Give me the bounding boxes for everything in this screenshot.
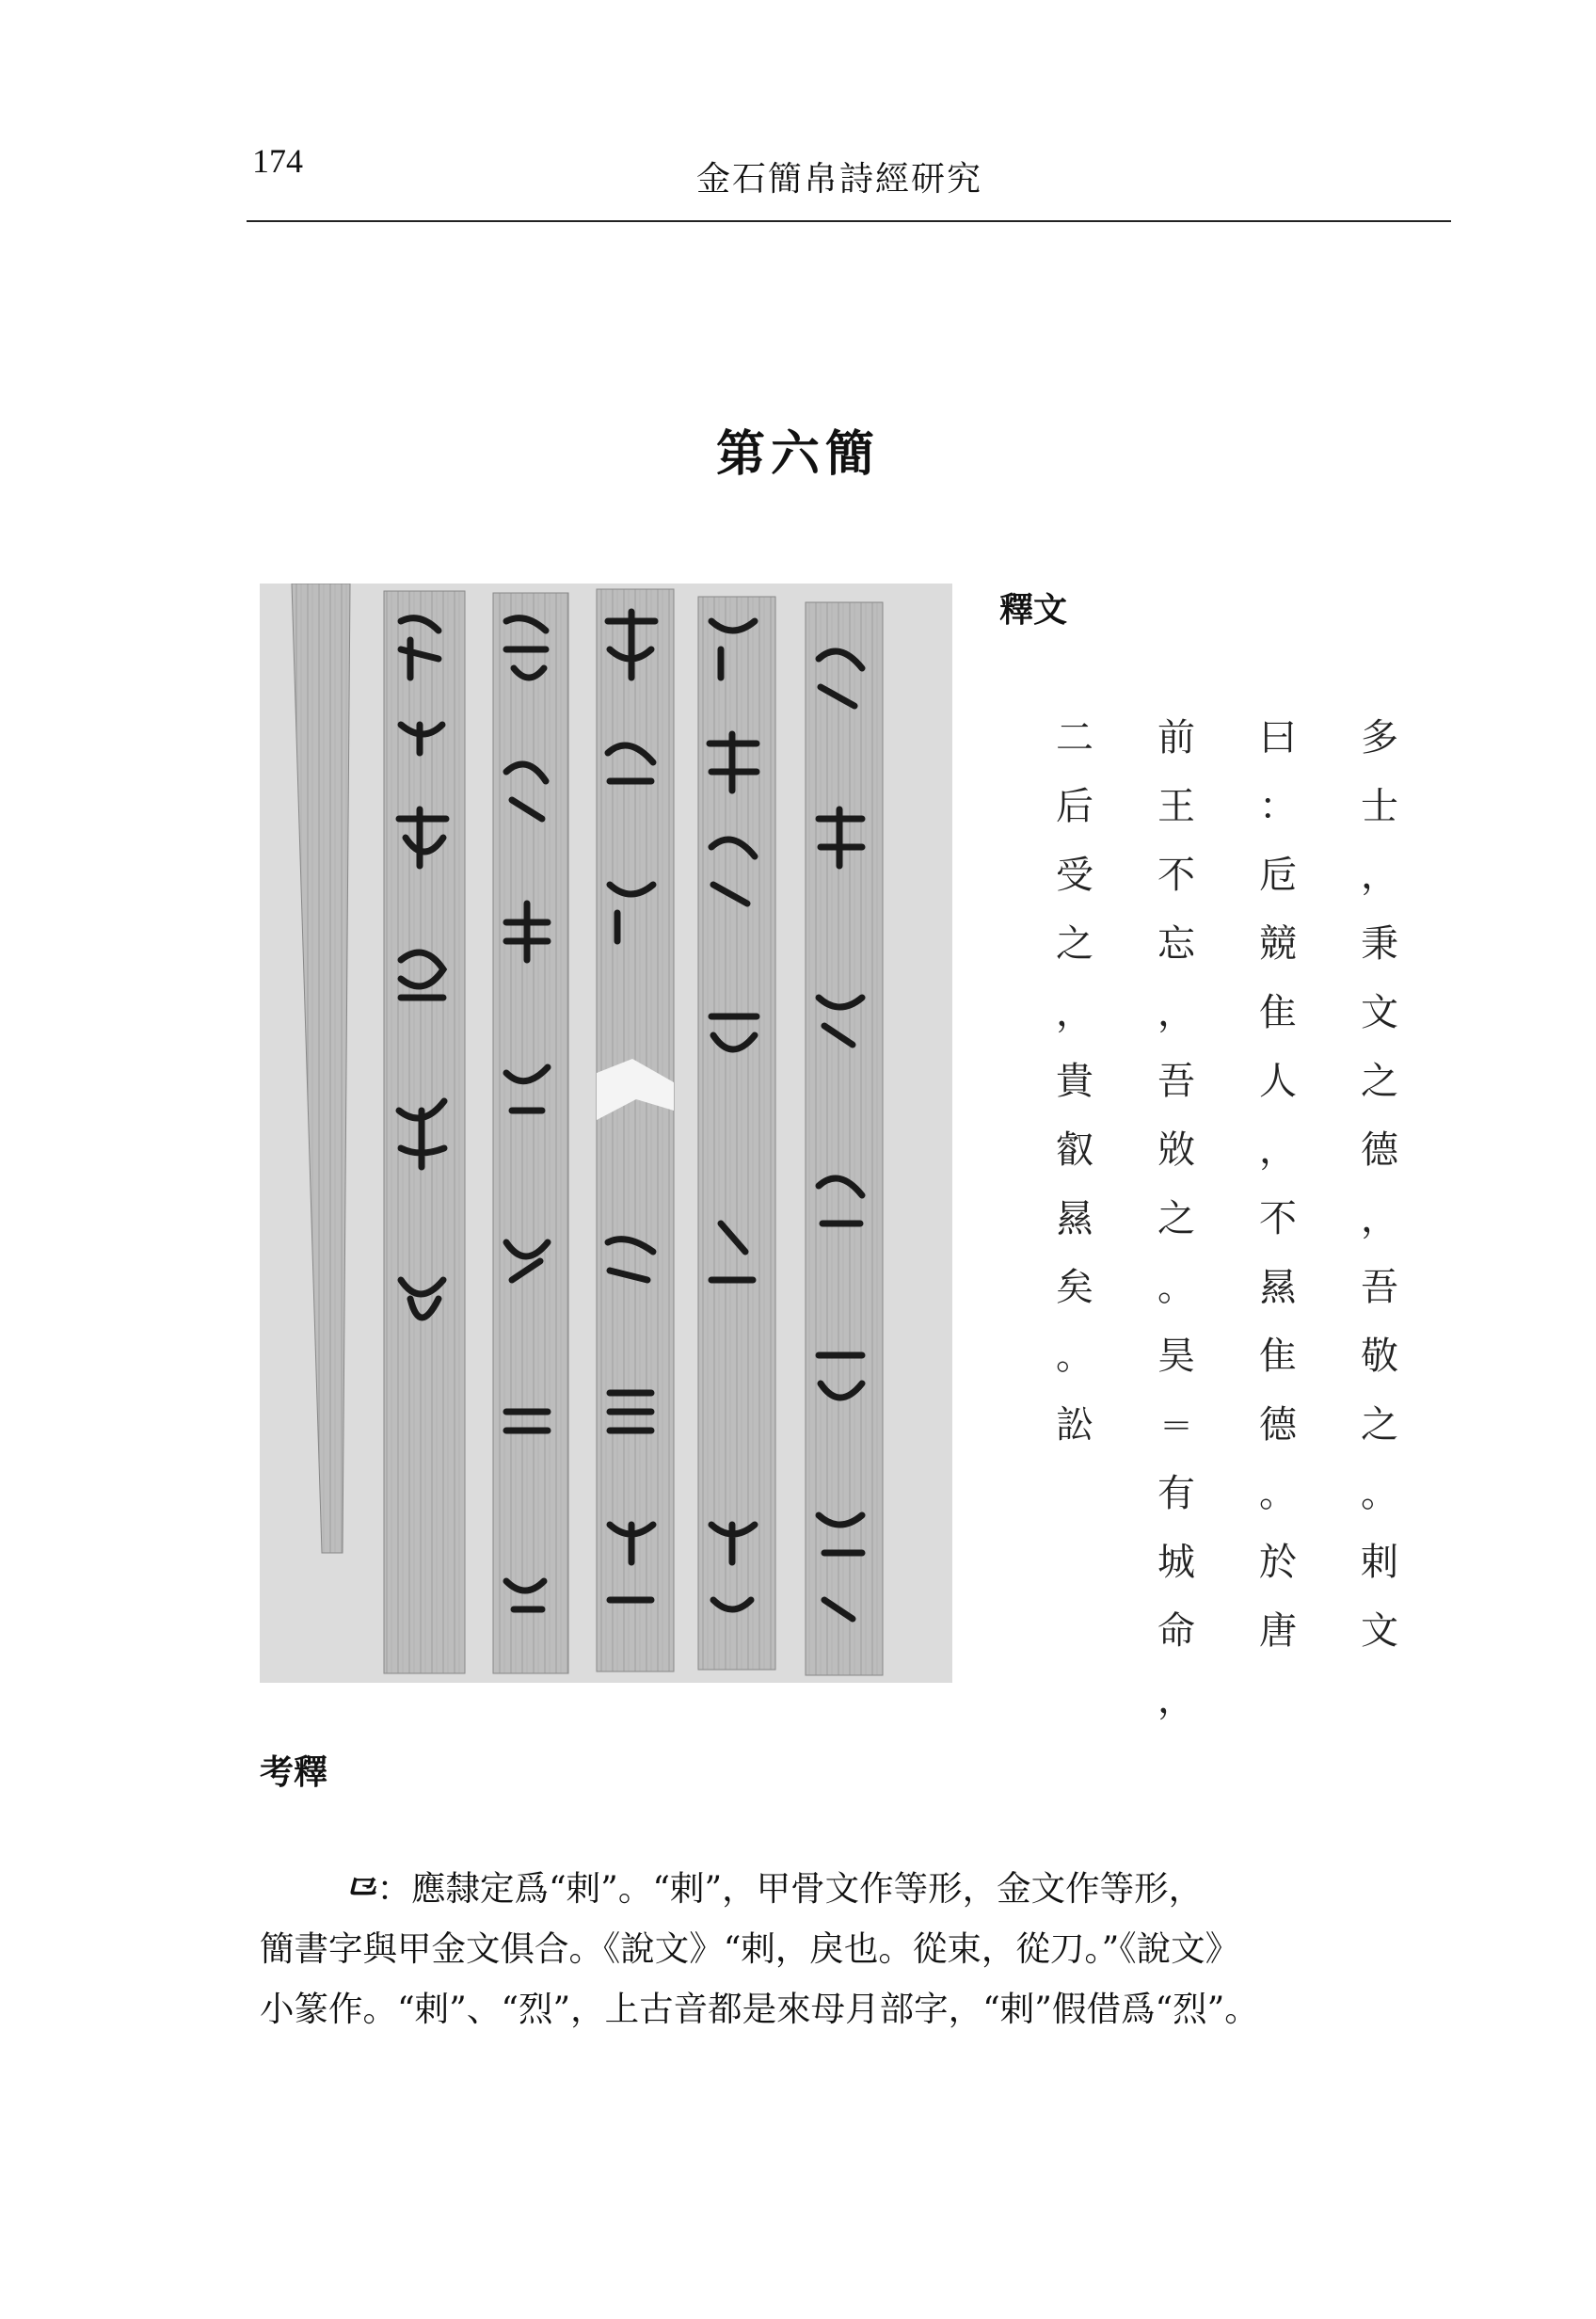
transcription-char: 人: [1259, 1060, 1297, 1103]
commentary-line-2: 簡書字與甲金文俱合。《說文》“剌，戾也。從束，從刀。”《說文》: [260, 1928, 1240, 1969]
transcription-char: 王: [1157, 785, 1195, 828]
transcription-char: 隹: [1259, 991, 1297, 1034]
transcription-char: 卮: [1259, 854, 1297, 897]
transcription-char: 之: [1157, 1197, 1195, 1240]
commentary-line-1: ⺋：應隸定爲“剌”。“剌”，甲骨文作等形，金文作等形，: [343, 1868, 1204, 1909]
transcription-char: 之: [1056, 922, 1093, 966]
transcription-char: 忘: [1157, 922, 1195, 966]
transcription-char: 隹: [1259, 1335, 1297, 1378]
transcription-char: 之: [1361, 1403, 1398, 1447]
transcription-char: 有: [1157, 1472, 1195, 1515]
bamboo-slip-photo: [260, 584, 952, 1683]
transcription-char: 矣: [1056, 1266, 1093, 1309]
header-rule: [247, 220, 1451, 222]
transcription-char: 多: [1361, 716, 1398, 760]
commentary-label: 考釋: [260, 1753, 328, 1792]
transcription-char: 文: [1361, 991, 1398, 1034]
transcription-char: 德: [1259, 1403, 1297, 1447]
transcription-char: 秉: [1361, 922, 1398, 966]
transcription-char: ，: [1361, 854, 1398, 897]
transcription-char: 德: [1361, 1128, 1398, 1172]
transcription-char: 。: [1259, 1472, 1297, 1515]
transcription-char: 之: [1361, 1060, 1398, 1103]
transcription-char: 於: [1259, 1541, 1297, 1584]
transcription-char: 㬎: [1056, 1197, 1093, 1240]
transcription-column-1: [1353, 704, 1406, 1666]
transcription-char: 剌: [1361, 1541, 1398, 1584]
transcription-column-3: [1150, 704, 1203, 1735]
transcription-char: 命: [1157, 1609, 1195, 1653]
transcription-char: 昊: [1157, 1335, 1195, 1378]
transcription-char: 叡: [1056, 1128, 1093, 1172]
transcription-char: 敚: [1157, 1128, 1195, 1172]
running-title: 金石簡帛詩經研究: [696, 160, 983, 199]
transcription-char: ，: [1259, 1128, 1297, 1172]
transcription-char: 唐: [1259, 1609, 1297, 1653]
transcription-char: 后: [1056, 785, 1093, 828]
transcription-char: 貴: [1056, 1060, 1093, 1103]
transcription-char: 文: [1361, 1609, 1398, 1653]
transcription-column-2: [1252, 704, 1304, 1666]
transcription-char: 訟: [1056, 1403, 1093, 1447]
seal-glyph: ⺋: [343, 1868, 377, 1909]
transcription-char: ，: [1157, 1678, 1195, 1721]
transcription-char: ，: [1056, 991, 1093, 1034]
transcription-char: 吾: [1157, 1060, 1195, 1103]
transcription-char: 士: [1361, 785, 1398, 828]
transcription-char: 不: [1259, 1197, 1297, 1240]
transcription-char: ：: [1259, 785, 1297, 828]
transcription-char: 㬎: [1259, 1266, 1297, 1309]
transcription-char: 前: [1157, 716, 1195, 760]
transcription-char: 敬: [1361, 1335, 1398, 1378]
transcription-char: 城: [1157, 1541, 1195, 1584]
transcription-char: 。: [1157, 1266, 1195, 1309]
transcription-char: 。: [1361, 1472, 1398, 1515]
transcription-char: 曰: [1259, 716, 1297, 760]
commentary-line-3: 小篆作。“剌”、“烈”，上古音都是來母月部字，“剌”假借爲“烈”。: [260, 1989, 1259, 2029]
page-number: 174: [252, 142, 303, 180]
transcription-char: 吾: [1361, 1266, 1398, 1309]
transcription-char: 不: [1157, 854, 1195, 897]
transcription-char: ，: [1157, 991, 1195, 1034]
section-title: 第六簡: [715, 425, 880, 483]
transcription-char: ，: [1361, 1197, 1398, 1240]
commentary-paragraph: [260, 1859, 1460, 2039]
transcription-char: 競: [1259, 922, 1297, 966]
transcription-char: 。: [1056, 1335, 1093, 1378]
transcription-char: =: [1160, 1403, 1192, 1447]
transcription-char: 二: [1056, 716, 1093, 760]
transcription-label: 釋文: [999, 591, 1068, 630]
transcription-column-4: [1048, 704, 1101, 1460]
transcription-char: 受: [1056, 854, 1093, 897]
